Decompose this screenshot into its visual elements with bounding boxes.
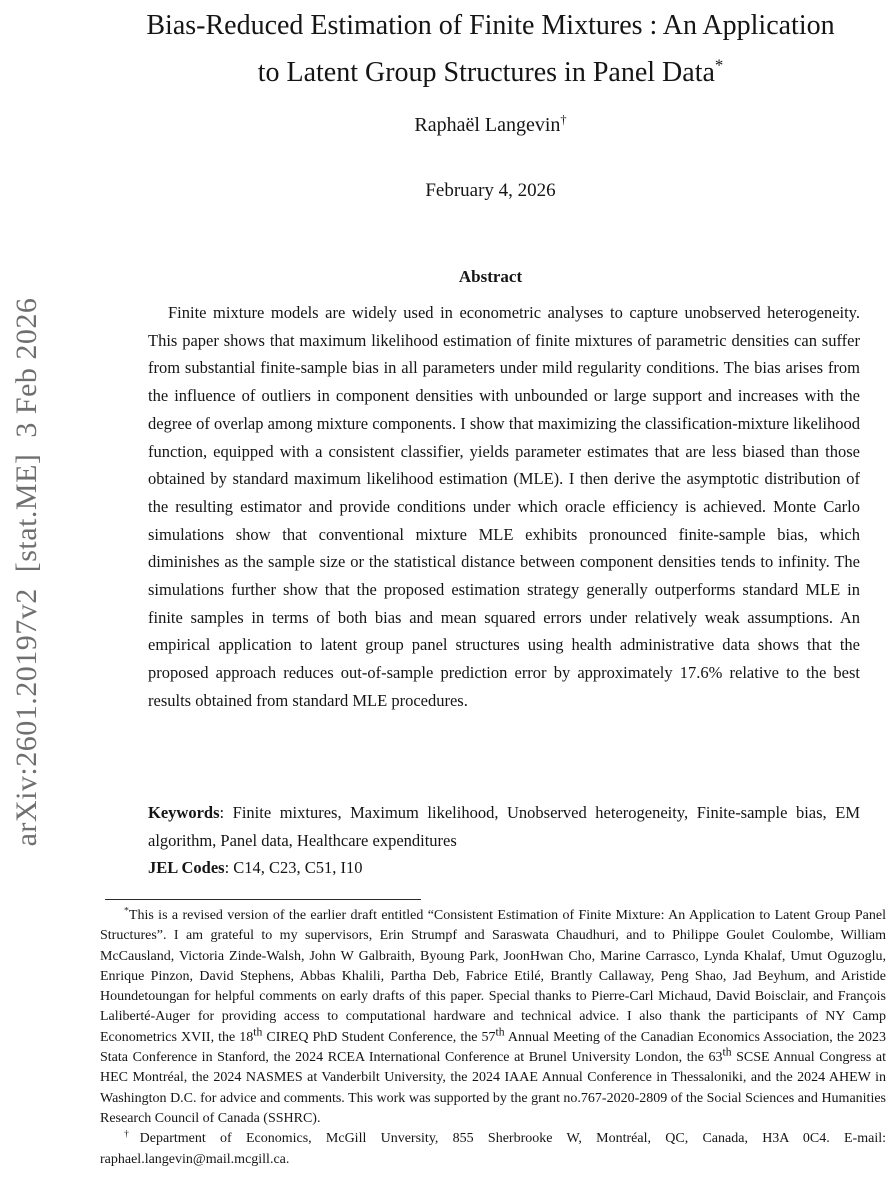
footnote-star-text-2: CIREQ PhD Student Conference, the 57 — [262, 1029, 496, 1045]
keywords-text: Finite mixtures, Maximum likelihood, Unobserved heterogeneity, Finite-sample bias, EM algorithm, Panel data, Healthcare expenditures — [148, 803, 860, 850]
keywords-line — [148, 799, 860, 854]
ordinal-superscript: th — [495, 1025, 505, 1039]
ordinal-superscript: th — [722, 1045, 732, 1059]
author-footnote-mark: † — [560, 112, 567, 127]
author-name: Raphaël Langevin — [414, 114, 561, 136]
footnote-dagger-text: Department of Economics, McGill Unversity, 855 Sherbrooke W, Montréal, QC, Canada, H3A 0C4. E-mail: raphael.langevin@mail.mcgill.ca. — [100, 1131, 886, 1167]
title-line2: to Latent Group Structures in Panel Data — [257, 57, 715, 88]
footnotes-block — [100, 906, 886, 1170]
dagger-footnote-mark: † — [124, 1128, 140, 1140]
footnote-dagger — [100, 1129, 886, 1170]
author-line — [97, 114, 884, 137]
footnote-star-text-3: Annual Meeting of the Canadian Economics Association, the 2023 Stata Conference in Stanford, the 2024 RCEA International Conference at Brunel University London, the 63 — [100, 1029, 887, 1066]
abstract-paragraph: Finite mixture models are widely used in econometric analyses to capture unobserved heterogeneity. This paper shows that maximum likelihood estimation of finite mixtures of parametric densities can suffer from substantial finite-sample bias in all parameters under mild regularity conditions. The bias arises from the influence of outliers in component densities with unbounded or large support and increases with the degree of overlap among mixture components. I show that maximizing the classification-mixture likelihood function, equipped with a consistent classifier, yields parameter estimates that are less biased than those obtained by standard maximum likelihood estimation (MLE). I then derive the asymptotic distribution of the resulting estimator and provide conditions under which oracle efficiency is achieved. Monte Carlo simulations show that conventional mixture MLE exhibits pronounced finite-sample bias, which diminishes as the sample size or the statistical distance between component densities tends to infinity. The simulations further show that the proposed estimation strategy generally outperforms standard MLE in finite samples in terms of both bias and mean squared errors under relatively weak assumptions. An empirical application to latent group panel structures using health administrative data shows that the proposed approach reduces out-of-sample prediction error by approximately 17.6% relative to the best results obtained from standard MLE procedures. — [148, 303, 860, 710]
footnote-rule — [105, 899, 421, 900]
paper-date: February 4, 2026 — [425, 180, 556, 201]
footnote-star-text-4: SCSE Annual Congress at HEC Montréal, the 2024 NASMES at Vanderbilt University, the 2024 IAAE Annual Conference in Thessaloniki, and the 2024 AHEW in Washington D.C. for advice and comments. This work was supported by the grant no.767-2020-2809 of the Social Sciences and Humanities Research Council of Canada (SSHRC). — [100, 1050, 886, 1126]
asterisk-footnote-mark: * — [124, 905, 129, 917]
title-footnote-mark: * — [714, 55, 724, 75]
title-line1: Bias-Reduced Estimation of Finite Mixtures : An Application — [146, 10, 835, 41]
keywords-colon: : — [219, 803, 233, 822]
jel-colon: : — [224, 858, 234, 877]
footnote-star-text-1: This is a revised version of the earlier draft entitled “Consistent Estimation of Finite Mixture: An Application to Latent Group Panel Structures”. I am grateful to my supervisors, Erin Strumpf and Saraswata Chaudhuri, and to Philippe Goulet Coulombe, William McCausland, Victoria Zinde-Walsh, John W Galbraith, Byoung Park, JoonHwan Cho, Marine Carrasco, Lynda Khalaf, Umut Oguzoglu, Enrique Pinzon, David Stephens, Abbas Khalili, Partha Deb, Fabrice Etilé, Brantly Callaway, Peng Shao, Jad Beyhum, and Aristide Houndetoungan for helpful comments on early drafts of this paper. Special thanks to Pierre-Carl Michaud, David Boisclair, and François Laliberté-Auger for providing access to computational hardware and technical advice. I also thank the participants of NY Camp Econometrics XVII, the 18 — [100, 908, 886, 1045]
jel-line — [148, 854, 860, 882]
abstract-heading: Abstract — [458, 267, 523, 286]
jel-text: C14, C23, C51, I10 — [233, 858, 363, 877]
paper-title — [97, 2, 884, 96]
jel-label: JEL Codes — [148, 858, 225, 877]
footnote-star — [100, 906, 886, 1129]
keywords-label: Keywords — [148, 803, 220, 822]
ordinal-superscript: th — [253, 1025, 263, 1039]
paper-content — [97, 0, 887, 1200]
arxiv-watermark: arXiv:2601.20197v2 [stat.ME] 3 Feb 2026 — [10, 297, 43, 847]
keywords-block — [148, 799, 860, 882]
abstract-body — [148, 299, 860, 715]
